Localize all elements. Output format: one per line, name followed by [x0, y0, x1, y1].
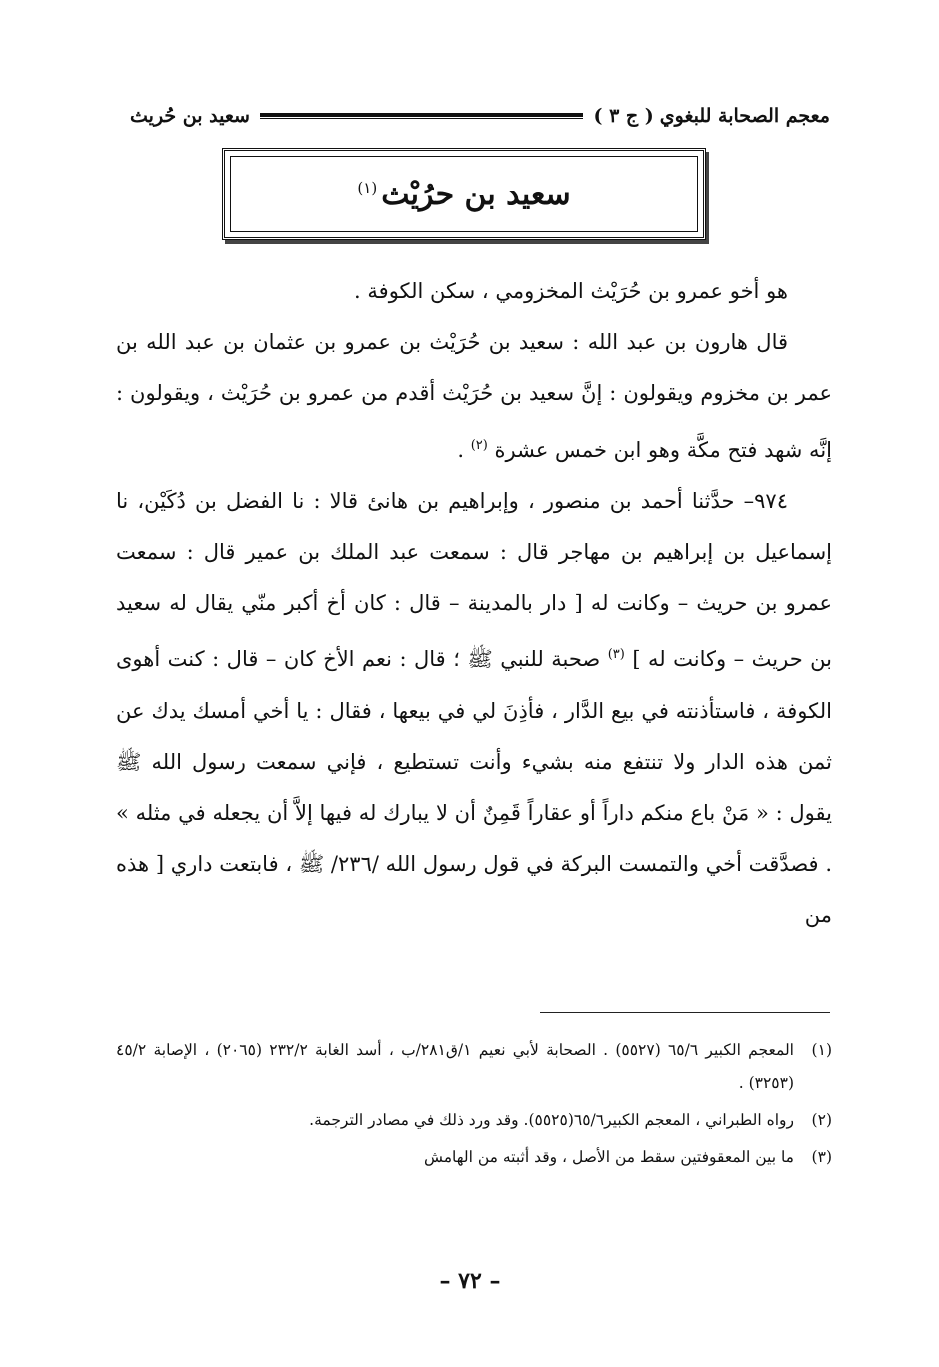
footnote-item	[116, 1104, 832, 1137]
header-section-name: سعيد بن حُريث	[130, 105, 250, 127]
paragraph-2-text: قال هارون بن عبد الله : سعيد بن حُرَيْث بن عمرو بن عثمان بن عبد الله بن عمر بن مخزوم ويقولون : إنَّ سعيد بن حُرَيْث أقدم من عمرو بن حُرَيْث ، ويقولون : إنَّه شهد فتح مكَّة وهو ابن خمس عشرة	[116, 330, 832, 462]
footnote-ref-3: (٣)	[607, 647, 625, 663]
paragraph-3	[116, 476, 832, 942]
title-box	[222, 148, 706, 240]
footnote-text: رواه الطبراني ، المعجم الكبير٦٥/٦(٥٥٢٥). وقد ورد ذلك في مصادر الترجمة.	[309, 1111, 794, 1129]
body-text	[116, 266, 832, 942]
footnote-number: (٢)	[811, 1111, 832, 1129]
footnote-item	[116, 1034, 832, 1100]
footnote-text: المعجم الكبير ٦٥/٦ (٥٥٢٧) . الصحابة لأبي نعيم ١/ق٢٨١/ب ، أسد الغابة ٢٣٢/٢ (٢٠٦٥) ، الإصابة ٤٥/٢ (٣٢٥٣) .	[116, 1041, 794, 1092]
footnote-text: ما بين المعقوفتين سقط من الأصل ، وقد أثبته من الهامش	[423, 1148, 794, 1166]
paragraph-1: هو أخو عمرو بن حُرَيْث المخزومي ، سكن الكوفة .	[354, 279, 788, 303]
running-header	[130, 96, 830, 136]
paragraph-2	[116, 317, 832, 476]
footnotes	[116, 1034, 832, 1178]
page-title	[357, 177, 570, 212]
page-number: – ٧٢ –	[439, 1268, 501, 1294]
page-title-text: سعيد بن حرُيْث	[381, 176, 571, 212]
paragraph-2-end: .	[457, 437, 464, 462]
paragraph-3-part-b: صحبة للنبي ﷺ ؛ قال : نعم الأخ كان – قال : كنت أهوى الكوفة ، فاستأذنته في بيع الدَّار ، فأذِنَ لي في بيعها ، فقال : يا أخي أمسك يدك عن ثمن هذه الدار ولا تنتفع منه بشيء وأنت تستطيع ، فإني سمعت رسول الله ﷺ يقول : « مَنْ باع منكم داراً أو عقاراً قَمِنٌ أن لا يبارك له فيها إلاَّ أن يجعله في مثله » . فصدَّقت أخي والتمست البركة في قول رسول الله /٢٣٦/ ﷺ ، فابتعت داري [ هذه من	[116, 647, 832, 928]
header-book-title: معجم الصحابة للبغوي	[659, 105, 830, 127]
title-footnote-ref: (١)	[357, 178, 378, 197]
header-rule	[260, 113, 584, 119]
header-volume: ( ج ٣ )	[593, 105, 654, 127]
footnote-separator	[540, 1012, 830, 1013]
footnote-item	[116, 1141, 832, 1174]
footnote-number: (٣)	[811, 1148, 832, 1166]
paragraph-3-part-a: ٩٧٤– حدَّثنا أحمد بن منصور ، وإبراهيم بن هانئ قالا : نا الفضل بن دُكَيْن، نا إسماعيل بن إبراهيم بن مهاجر قال : سمعت عبد الملك بن عمير قال : سمعت عمرو بن حريث – وكانت له [ دار بالمدينة – قال : كان أخ أكبر منّي يقال له سعيد بن حريث – وكانت له ]	[116, 488, 832, 672]
footnote-ref-2: (٢)	[470, 437, 488, 453]
footnote-number: (١)	[811, 1041, 832, 1059]
